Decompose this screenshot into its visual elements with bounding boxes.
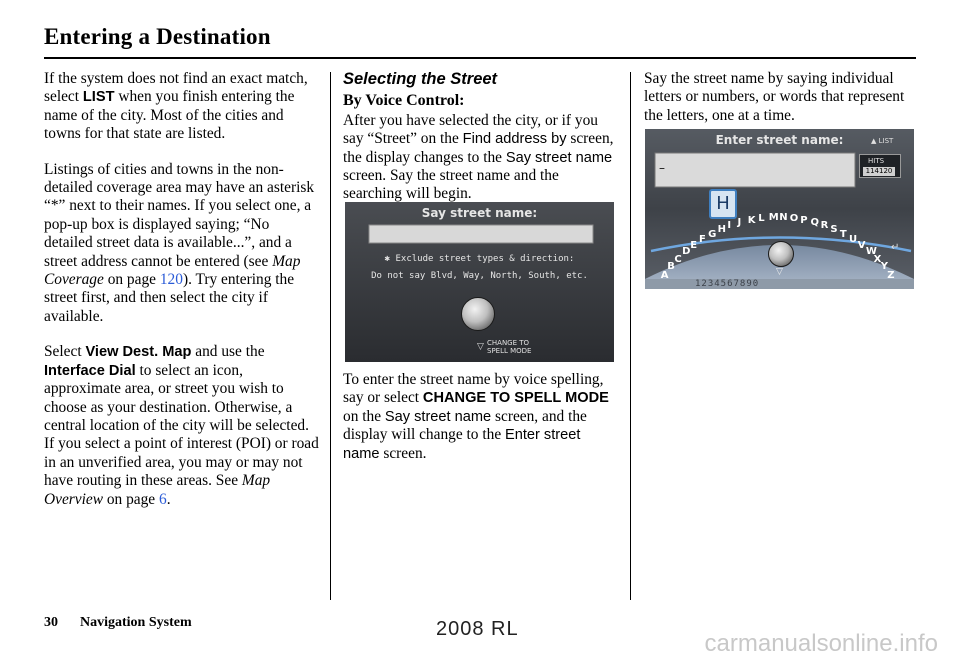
letter-key[interactable]: L bbox=[758, 212, 765, 224]
map-coverage-ref: Map Coverage bbox=[44, 252, 301, 289]
screen1-line1: ✱ Exclude street types & direction: bbox=[384, 254, 575, 264]
hits-box bbox=[859, 154, 901, 178]
screen1-line2: Do not say Blvd, Way, North, South, etc. bbox=[371, 271, 588, 281]
letter-key[interactable]: A bbox=[660, 269, 669, 281]
letter-key[interactable]: F bbox=[699, 233, 706, 245]
say-street-name-screenshot bbox=[345, 202, 614, 362]
column-divider-1 bbox=[330, 72, 331, 600]
letter-key[interactable]: N bbox=[779, 212, 788, 224]
letter-key[interactable]: S bbox=[830, 223, 838, 235]
interface-dial-knob-2 bbox=[768, 241, 794, 267]
letter-key[interactable]: V bbox=[857, 239, 866, 251]
say-street-name-term-2: Say street name bbox=[384, 408, 492, 425]
page-title: Entering a Destination bbox=[44, 24, 271, 49]
letter-key[interactable]: E bbox=[690, 239, 698, 251]
hits-value: 114120 bbox=[863, 167, 895, 176]
change-to-spell-mode-term: CHANGE TO SPELL MODE bbox=[422, 390, 609, 407]
letter-key[interactable]: B bbox=[667, 261, 675, 273]
letter-key[interactable]: X bbox=[873, 253, 882, 265]
view-dest-map-term: View Dest. Map bbox=[85, 344, 192, 361]
paragraph-asterisk-listing: Listings of cities and towns in the non-detailed coverage area may have an asterisk “*” next to their names. If you select one, a pop-up box is displayed saying; “No detailed street data is available...”, and a street address cannot be entered (see Map Coverage on page 120). Try entering the street first, and then select the city if available. bbox=[44, 160, 315, 325]
paragraph-view-dest-map: Select View Dest. Map and use the Interface Dial to select an icon, approximate area, or street you wish to choose as your destination. Otherwise, a central location of the city will be selected. If you select a point of interest (POI) or road in an unverified area, you may or may not have routing in these areas. See Map Overview on page 6. bbox=[44, 343, 319, 508]
paragraph-say-letters: Say the street name by saying individual letters or numbers, or words that represent the letters, one at a time. bbox=[644, 70, 905, 124]
letter-key[interactable]: U bbox=[849, 233, 858, 245]
number-row: 1234567890 bbox=[695, 279, 760, 289]
down-arrow-icon-2: ▽ bbox=[776, 266, 783, 276]
find-address-by-term: Find address by bbox=[462, 131, 567, 148]
letter-key[interactable]: W bbox=[865, 246, 877, 258]
page-number: 30 bbox=[44, 615, 58, 630]
enter-street-name-screenshot bbox=[645, 129, 914, 289]
page-link-6[interactable]: 6 bbox=[158, 490, 167, 508]
letter-key[interactable]: R bbox=[820, 220, 829, 231]
page-link-120[interactable]: 120 bbox=[159, 271, 183, 289]
list-button[interactable]: ▲ LIST bbox=[871, 137, 894, 145]
letter-key[interactable]: D bbox=[682, 246, 691, 258]
enter-icon[interactable]: ↵ bbox=[891, 242, 900, 253]
change-to-spell-mode-button: CHANGE TO SPELL MODE bbox=[487, 339, 532, 355]
letter-key[interactable]: T bbox=[839, 228, 847, 240]
letter-key[interactable]: M bbox=[768, 212, 779, 224]
letter-key[interactable]: C bbox=[674, 253, 682, 265]
map-overview-ref: Map Overview bbox=[44, 472, 271, 508]
letter-key[interactable]: Q bbox=[810, 216, 820, 228]
interface-dial-knob bbox=[461, 297, 495, 331]
enter-street-name-term: Enter street name bbox=[343, 427, 581, 462]
letter-key[interactable]: H bbox=[717, 223, 726, 235]
model-watermark: 2008 RL bbox=[436, 618, 519, 640]
title-rule bbox=[44, 57, 916, 59]
letter-key[interactable]: Z bbox=[887, 269, 895, 281]
list-term: LIST bbox=[82, 89, 115, 106]
paragraph-voice-control: After you have selected the city, or if you say “Street” on the Find address by screen, the display changes to the Say street name screen. Say the street name and the searching will begin. bbox=[343, 111, 614, 203]
letter-key[interactable]: K bbox=[747, 214, 756, 226]
paragraph-spell-mode: To enter the street name by voice spelling, say or select CHANGE TO SPELL MODE on the Say street name screen, and the display will change to the Enter street name screen. bbox=[343, 371, 609, 462]
screen-background bbox=[345, 202, 614, 362]
letter-key[interactable]: I bbox=[727, 220, 732, 231]
letter-key[interactable]: Y bbox=[880, 261, 888, 273]
section-heading: Selecting the Street bbox=[343, 70, 498, 88]
screen2-title: Enter street name: bbox=[715, 133, 844, 147]
footer-section-name: Navigation System bbox=[80, 615, 192, 630]
letter-key[interactable]: P bbox=[800, 214, 808, 226]
paragraph-list-hint: If the system does not find an exact match, select LIST when you finish entering the name of the city. Most of the cities and towns for that state are listed. bbox=[44, 70, 308, 143]
site-watermark: carmanualsonline.info bbox=[704, 630, 938, 657]
screen1-title: Say street name: bbox=[421, 206, 538, 220]
column-divider-2 bbox=[630, 72, 631, 600]
letter-popup: H bbox=[709, 189, 737, 219]
text-cursor: – bbox=[659, 161, 665, 175]
letter-key[interactable]: G bbox=[708, 228, 717, 240]
letter-key[interactable]: O bbox=[789, 212, 799, 224]
letter-key[interactable]: J bbox=[737, 216, 742, 228]
hits-label: HITS bbox=[868, 157, 885, 165]
column-2 bbox=[343, 70, 619, 221]
interface-dial-term: Interface Dial bbox=[44, 362, 136, 379]
down-arrow-icon: ▽ bbox=[477, 341, 484, 351]
sub-heading: By Voice Control: bbox=[343, 92, 465, 110]
column-1 bbox=[44, 70, 320, 526]
say-street-name-term: Say street name bbox=[505, 149, 613, 166]
column-2-lower bbox=[343, 371, 619, 480]
